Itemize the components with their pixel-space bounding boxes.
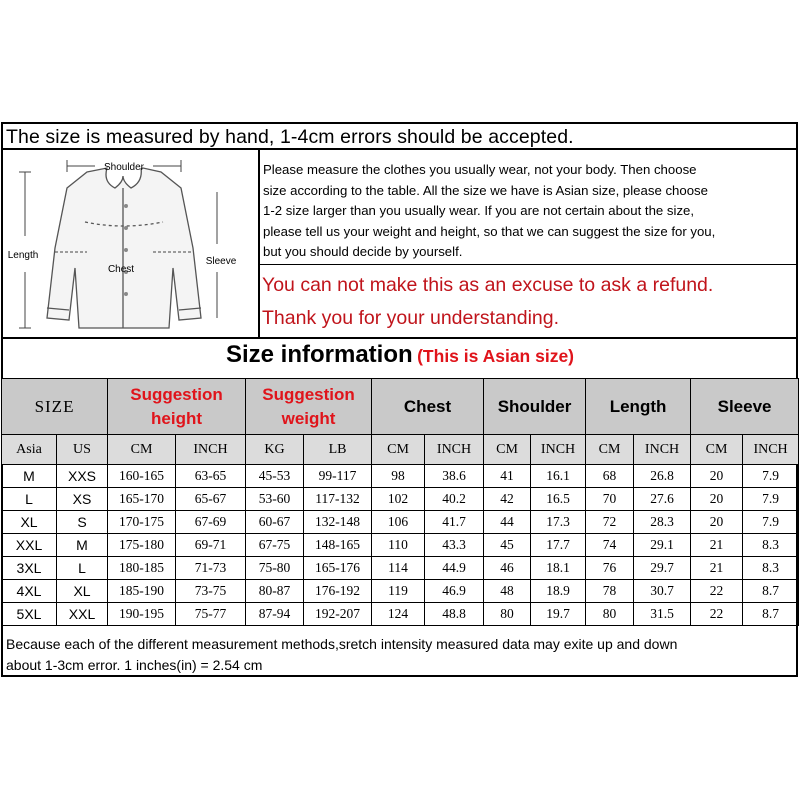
table-cell: 41 (484, 465, 531, 488)
table-cell: 8.3 (743, 534, 799, 557)
table-cell: 80-87 (246, 580, 304, 603)
suggestion-weight-header (246, 379, 372, 435)
subheader-cell: US (57, 435, 108, 465)
table-cell: 16.1 (531, 465, 586, 488)
table-cell: 69-71 (176, 534, 246, 557)
table-cell: 4XL (2, 580, 57, 603)
table-cell: 18.1 (531, 557, 586, 580)
subheader-cell: LB (304, 435, 372, 465)
instruction-line: please tell us your weight and height, so that we can suggest the size for you, (263, 223, 716, 239)
table-cell: 190-195 (108, 603, 176, 626)
measurement-instructions (263, 160, 791, 263)
footnote-line: Because each of the different measurement methods,sretch intensity measured data may exite up and down (6, 636, 678, 652)
refund-warning: You can not make this as an excuse to ask a refund. (262, 274, 714, 296)
table-cell: 60-67 (246, 511, 304, 534)
table-cell: 21 (691, 557, 743, 580)
table-cell: 20 (691, 511, 743, 534)
table-cell: M (2, 465, 57, 488)
table-cell: 7.9 (743, 465, 799, 488)
table-row (2, 488, 799, 511)
length-label: Length (7, 250, 39, 261)
table-cell: 17.3 (531, 511, 586, 534)
table-cell: 87-94 (246, 603, 304, 626)
table-cell: 117-132 (304, 488, 372, 511)
shoulder-label: Shoulder (103, 162, 145, 173)
table-cell: 31.5 (634, 603, 691, 626)
table-cell: 176-192 (304, 580, 372, 603)
table-cell: 80 (586, 603, 634, 626)
table-header-row (2, 379, 799, 435)
table-cell: 44 (484, 511, 531, 534)
table-cell: M (57, 534, 108, 557)
table-cell: 67-69 (176, 511, 246, 534)
table-cell: 75-77 (176, 603, 246, 626)
thanks-note: Thank you for your understanding. (262, 307, 560, 329)
table-cell: 7.9 (743, 511, 799, 534)
table-cell: 26.8 (634, 465, 691, 488)
table-cell: 67-75 (246, 534, 304, 557)
table-cell: XXL (2, 534, 57, 557)
table-cell: 102 (372, 488, 425, 511)
table-cell: 43.3 (425, 534, 484, 557)
table-cell: 40.2 (425, 488, 484, 511)
table-cell: 74 (586, 534, 634, 557)
table-cell: 76 (586, 557, 634, 580)
subheader-cell: KG (246, 435, 304, 465)
instruction-line: Please measure the clothes you usually wear, not your body. Then choose (263, 162, 697, 177)
table-cell: 29.1 (634, 534, 691, 557)
instruction-line: size according to the table. All the size we have is Asian size, please choose (263, 182, 708, 198)
measurement-footnote (6, 634, 796, 676)
shirt-measurement-diagram (3, 148, 257, 336)
suggestion-weight-line2: weight (281, 408, 336, 428)
table-cell: XS (57, 488, 108, 511)
instruction-line: but you should decide by yourself. (263, 244, 463, 259)
table-cell: 148-165 (304, 534, 372, 557)
table-cell: 42 (484, 488, 531, 511)
measurement-notice: The size is measured by hand, 1-4cm errors should be accepted. (6, 126, 574, 148)
table-cell: 30.7 (634, 580, 691, 603)
instruction-line: 1-2 size larger than you usually wear. If you are not certain about the size, (263, 203, 695, 218)
table-cell: 53-60 (246, 488, 304, 511)
table-cell: 160-165 (108, 465, 176, 488)
shoulder-header: Shoulder (484, 379, 586, 435)
table-cell: 75-80 (246, 557, 304, 580)
asian-size-note: (This is Asian size) (417, 346, 575, 366)
suggestion-weight-line1: Suggestion (262, 384, 355, 404)
table-cell: 119 (372, 580, 425, 603)
table-cell: 98 (372, 465, 425, 488)
table-cell: 80 (484, 603, 531, 626)
table-cell: 5XL (2, 603, 57, 626)
table-cell: 165-176 (304, 557, 372, 580)
table-cell: XXS (57, 465, 108, 488)
table-row (2, 534, 799, 557)
table-row (2, 465, 799, 488)
subheader-cell: CM (108, 435, 176, 465)
table-cell: L (57, 557, 108, 580)
chest-header: Chest (372, 379, 484, 435)
table-cell: 65-67 (176, 488, 246, 511)
table-cell: 170-175 (108, 511, 176, 534)
table-cell: 185-190 (108, 580, 176, 603)
warning-divider (258, 264, 798, 265)
table-cell: XXL (57, 603, 108, 626)
subheader-cell: CM (691, 435, 743, 465)
subheader-cell: INCH (531, 435, 586, 465)
table-cell: 110 (372, 534, 425, 557)
size-table (1, 378, 799, 626)
table-cell: 27.6 (634, 488, 691, 511)
table-cell: 20 (691, 465, 743, 488)
table-cell: 180-185 (108, 557, 176, 580)
table-cell: 72 (586, 511, 634, 534)
table-cell: 45 (484, 534, 531, 557)
table-row (2, 603, 799, 626)
sleeve-label: Sleeve (205, 256, 237, 267)
footnote-line: about 1-3cm error. 1 inches(in) = 2.54 cm (6, 657, 263, 673)
size-info-title: Size information (225, 341, 413, 368)
size-header: SIZE (2, 379, 108, 435)
table-row (2, 511, 799, 534)
table-cell: 22 (691, 580, 743, 603)
diagram-divider (258, 148, 260, 338)
subheader-cell: INCH (176, 435, 246, 465)
suggestion-height-header (108, 379, 246, 435)
table-cell: 20 (691, 488, 743, 511)
chest-label: Chest (107, 264, 135, 275)
table-cell: 132-148 (304, 511, 372, 534)
table-cell: 28.3 (634, 511, 691, 534)
table-cell: 7.9 (743, 488, 799, 511)
table-cell: 17.7 (531, 534, 586, 557)
table-cell: 8.3 (743, 557, 799, 580)
table-row (2, 557, 799, 580)
subheader-cell: CM (586, 435, 634, 465)
table-cell: 68 (586, 465, 634, 488)
table-cell: 44.9 (425, 557, 484, 580)
table-cell: 78 (586, 580, 634, 603)
table-cell: 16.5 (531, 488, 586, 511)
table-cell: 124 (372, 603, 425, 626)
length-header: Length (586, 379, 691, 435)
subheader-cell: INCH (425, 435, 484, 465)
table-cell: 48 (484, 580, 531, 603)
table-cell: 165-170 (108, 488, 176, 511)
table-cell: 192-207 (304, 603, 372, 626)
table-cell: 46.9 (425, 580, 484, 603)
table-cell: 63-65 (176, 465, 246, 488)
table-cell: 3XL (2, 557, 57, 580)
table-cell: 21 (691, 534, 743, 557)
suggestion-height-line1: Suggestion (130, 384, 223, 404)
table-cell: 48.8 (425, 603, 484, 626)
table-cell: L (2, 488, 57, 511)
table-cell: 73-75 (176, 580, 246, 603)
suggestion-height-line2: height (151, 408, 203, 428)
table-cell: 46 (484, 557, 531, 580)
table-cell: 114 (372, 557, 425, 580)
table-cell: 71-73 (176, 557, 246, 580)
table-cell: 175-180 (108, 534, 176, 557)
table-cell: XL (2, 511, 57, 534)
table-cell: 22 (691, 603, 743, 626)
table-cell: 8.7 (743, 580, 799, 603)
table-cell: 29.7 (634, 557, 691, 580)
table-subheader-row (2, 435, 799, 465)
sleeve-header: Sleeve (691, 379, 799, 435)
subheader-cell: Asia (2, 435, 57, 465)
table-cell: 19.7 (531, 603, 586, 626)
table-cell: 99-117 (304, 465, 372, 488)
table-cell: XL (57, 580, 108, 603)
table-cell: 8.7 (743, 603, 799, 626)
subheader-cell: INCH (634, 435, 691, 465)
table-cell: 38.6 (425, 465, 484, 488)
table-cell: 18.9 (531, 580, 586, 603)
table-row (2, 580, 799, 603)
table-cell: 106 (372, 511, 425, 534)
size-rows (2, 465, 799, 626)
size-info-heading (0, 341, 800, 369)
table-cell: 45-53 (246, 465, 304, 488)
subheader-cell: INCH (743, 435, 799, 465)
table-cell: 41.7 (425, 511, 484, 534)
table-cell: S (57, 511, 108, 534)
info-divider (1, 337, 798, 339)
subheader-cell: CM (484, 435, 531, 465)
table-cell: 70 (586, 488, 634, 511)
subheader-cell: CM (372, 435, 425, 465)
